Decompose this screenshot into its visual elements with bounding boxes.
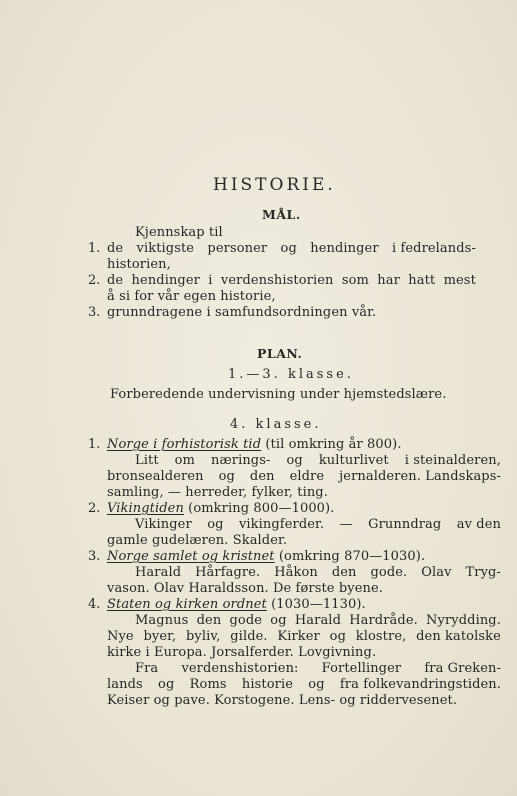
- topic-title: Norge samlet og kristnet: [107, 549, 275, 564]
- word: gilde.: [230, 629, 268, 644]
- topic-heading: [107, 437, 402, 453]
- word: vikingferder.: [238, 517, 325, 532]
- word: —: [339, 517, 353, 532]
- topic-title: Vikingtiden: [107, 501, 184, 516]
- topic-body-line: [107, 629, 501, 645]
- topic-period: (omkring 870—1030).: [278, 549, 426, 564]
- topic-body-line: [135, 613, 501, 629]
- word: verdenshistorien: [220, 273, 334, 288]
- topic-period: (omkring 800—1000).: [188, 501, 335, 516]
- word: byliv,: [186, 629, 221, 644]
- topic-number: 3.: [88, 549, 101, 564]
- word: hendinger: [310, 241, 379, 256]
- topic-body-line: [107, 677, 501, 693]
- word: gode.: [370, 565, 408, 580]
- word: i: [208, 273, 213, 288]
- word: og: [329, 629, 346, 644]
- word: jernalderen. Landskaps-: [339, 469, 501, 484]
- word: og: [207, 517, 224, 532]
- word: de: [107, 273, 124, 288]
- word: i fedrelands-: [391, 241, 476, 256]
- word: hatt: [408, 273, 436, 288]
- grade-description: Forberedende undervisning under hjemstedslære.: [110, 387, 447, 402]
- word: og: [270, 613, 287, 628]
- grade-heading: 1.—3. klasse.: [228, 367, 354, 382]
- word: Fra: [135, 661, 159, 676]
- topic-body-line: [135, 517, 501, 533]
- topic-number: 2.: [88, 501, 101, 516]
- word: Roms: [189, 677, 227, 692]
- word: og: [158, 677, 175, 692]
- topic-body-line: [107, 469, 501, 485]
- aim-item-number: 3.: [88, 305, 101, 320]
- word: om: [174, 453, 195, 468]
- topic-heading: [107, 501, 334, 517]
- word: den: [249, 469, 275, 484]
- topic-title: Norge i forhistorisk tid: [107, 437, 262, 452]
- word: og: [280, 241, 297, 256]
- topic-body-line: Keiser og pave. Korstogene. Lens- og riddervesenet.: [107, 693, 458, 708]
- topic-body-line: vason. Olav Haraldsson. De første byene.: [107, 581, 383, 596]
- topic-body-line: gamle gudelæren. Skalder.: [107, 533, 288, 548]
- word: Grunndrag: [368, 517, 442, 532]
- topic-number: 1.: [88, 437, 101, 452]
- word: fra folkevandringstiden.: [339, 677, 501, 692]
- word: mest: [443, 273, 476, 288]
- word: Litt: [135, 453, 159, 468]
- word: og: [286, 453, 303, 468]
- word: personer: [207, 241, 268, 256]
- topic-body-line: samling, — herreder, fylker, ting.: [107, 485, 328, 500]
- word: klostre,: [355, 629, 407, 644]
- plan-heading: PLAN.: [257, 346, 303, 361]
- aim-item-continuation: historien,: [107, 257, 171, 272]
- word: lands: [107, 677, 143, 692]
- topic-period: (til omkring år 800).: [265, 437, 402, 452]
- aim-item-number: 1.: [88, 241, 101, 256]
- word: Kirker: [277, 629, 320, 644]
- aim-item-line: [107, 241, 476, 257]
- word: byer,: [143, 629, 177, 644]
- grade-heading: 4. klasse.: [230, 417, 322, 432]
- word: hendinger: [131, 273, 200, 288]
- aim-intro: Kjennskap til: [135, 225, 223, 240]
- word: de: [107, 241, 124, 256]
- word: og: [218, 469, 235, 484]
- word: Magnus: [135, 613, 189, 628]
- word: har: [377, 273, 400, 288]
- topic-body-line: [135, 661, 501, 677]
- word: den: [331, 565, 357, 580]
- word: i steinalderen,: [404, 453, 501, 468]
- word: Nyrydding.: [426, 613, 501, 628]
- word: verdenshistorien:: [181, 661, 299, 676]
- word: Håkon: [274, 565, 318, 580]
- word: Tryg-: [465, 565, 501, 580]
- aim-item-continuation: å si for vår egen historie,: [107, 289, 276, 304]
- topic-heading: [107, 549, 425, 565]
- word: nærings-: [210, 453, 271, 468]
- aim-heading: MÅL.: [262, 207, 301, 222]
- word: Nye: [107, 629, 134, 644]
- word: den katolske: [416, 629, 501, 644]
- word: historie: [241, 677, 294, 692]
- word: Hardråde.: [349, 613, 418, 628]
- word: av den: [456, 517, 501, 532]
- topic-title: Staten og kirken ordnet: [107, 597, 267, 612]
- topic-body-line: kirke i Europa. Jorsalferder. Lovgivning.: [107, 645, 377, 660]
- word: eldre: [289, 469, 325, 484]
- word: Harald: [294, 613, 341, 628]
- word: Vikinger: [135, 517, 192, 532]
- aim-item-line: grunndragene i samfundsordningen vår.: [107, 305, 377, 320]
- aim-item-number: 2.: [88, 273, 101, 288]
- topic-body-line: [135, 565, 501, 581]
- word: Olav: [421, 565, 452, 580]
- page-title: HISTORIE.: [213, 175, 336, 195]
- word: bronsealderen: [107, 469, 204, 484]
- topic-body-line: [135, 453, 501, 469]
- word: Hårfagre.: [195, 565, 261, 580]
- word: Harald: [135, 565, 182, 580]
- topic-number: 4.: [88, 597, 101, 612]
- word: gode: [229, 613, 263, 628]
- word: og: [308, 677, 325, 692]
- word: kulturlivet: [318, 453, 389, 468]
- word: den: [196, 613, 222, 628]
- topic-heading: [107, 597, 366, 613]
- word: Fortellinger: [321, 661, 402, 676]
- topic-period: (1030—1130).: [271, 597, 366, 612]
- word: som: [341, 273, 369, 288]
- aim-item-line: [107, 273, 476, 289]
- word: fra Greken-: [424, 661, 501, 676]
- word: viktigste: [136, 241, 195, 256]
